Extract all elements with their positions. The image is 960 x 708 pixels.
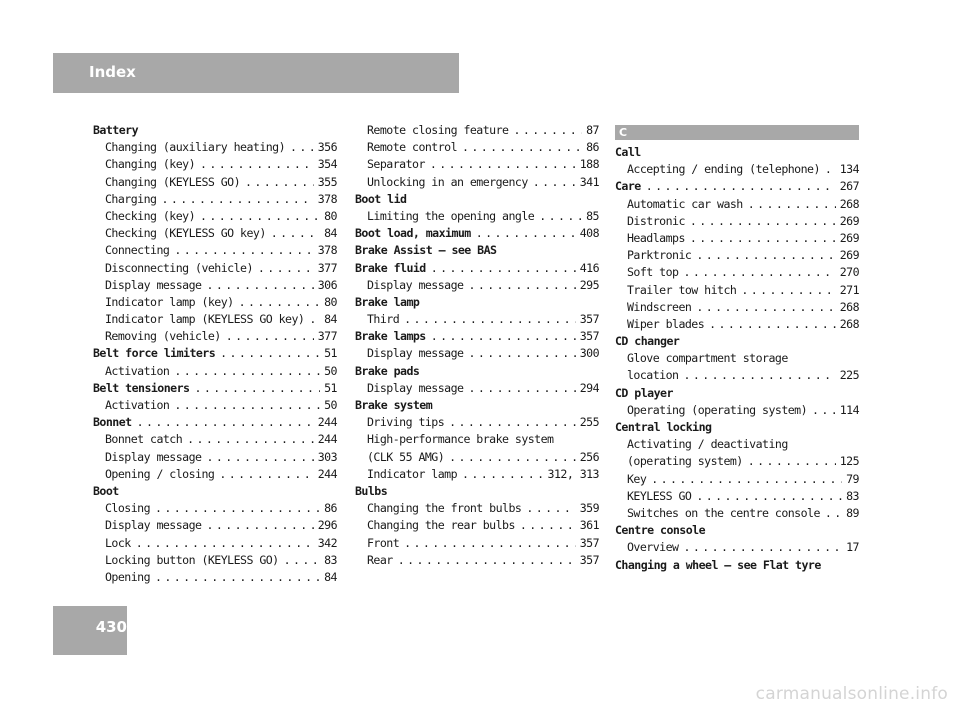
index-entry (355, 449, 599, 466)
entry-page-ref: 269 (839, 248, 859, 263)
index-entry (355, 483, 599, 500)
index-entry (355, 517, 599, 534)
dot-leader (430, 156, 576, 173)
entry-label: Lock (105, 535, 131, 550)
index-entry (355, 397, 599, 414)
entry-page-ref: 50 (324, 363, 337, 378)
dot-leader (309, 311, 320, 328)
entry-page-ref: 87 (586, 123, 599, 137)
entry-page-ref: 357 (579, 552, 599, 567)
entry-label: Changing the rear bulbs (367, 518, 515, 533)
dot-leader (468, 345, 575, 362)
entry-page-ref: 84 (324, 226, 337, 241)
index-entry (355, 260, 599, 277)
dot-leader (284, 552, 321, 569)
entry-page-ref: 296 (317, 518, 337, 533)
dot-leader (468, 380, 575, 397)
entry-page-ref: 134 (839, 162, 859, 177)
entry-label: Display message (105, 449, 202, 464)
dot-leader (690, 213, 836, 230)
entry-label: Brake Assist – see BAS (355, 243, 497, 258)
dot-leader (696, 299, 835, 316)
entry-label: Bulbs (355, 483, 388, 498)
entry-label: Brake pads (355, 363, 420, 378)
dot-leader (825, 161, 836, 178)
entry-page-ref: 408 (579, 226, 599, 241)
entry-page-ref: 341 (579, 174, 599, 189)
entry-label: Care (615, 179, 641, 194)
index-entry (93, 414, 337, 431)
entry-page-ref: 83 (324, 552, 337, 567)
entry-label: Glove compartment storage (627, 351, 788, 366)
entry-page-ref: 377 (317, 329, 337, 344)
entry-page-ref: 89 (846, 505, 859, 520)
entry-page-ref: 85 (586, 208, 599, 223)
entry-page-ref: 244 (317, 415, 337, 430)
entry-page-ref: 300 (579, 346, 599, 361)
dot-leader (200, 208, 320, 225)
entry-label: Belt tensioners (93, 380, 190, 395)
index-entry (355, 363, 599, 380)
index-entry (355, 122, 599, 139)
entry-page-ref: 268 (839, 316, 859, 331)
dot-leader (206, 517, 313, 534)
dot-leader (533, 174, 576, 191)
dot-leader (683, 539, 842, 556)
entry-page-ref: 303 (317, 449, 337, 464)
entry-label: Windscreen (627, 299, 692, 314)
index-entry (93, 431, 337, 448)
entry-label: Brake lamps (355, 329, 426, 344)
entry-page-ref: 80 (324, 294, 337, 309)
dot-leader (271, 225, 320, 242)
dot-leader (187, 431, 314, 448)
entry-label: Connecting (105, 243, 170, 258)
dot-leader (404, 311, 576, 328)
index-entry (93, 363, 337, 380)
index-entry (615, 178, 859, 195)
index-column-2 (355, 122, 599, 569)
entry-label: Activation (105, 363, 170, 378)
dot-leader (449, 414, 576, 431)
entry-label: Remote control (367, 140, 458, 155)
entry-label: Limiting the opening angle (367, 208, 535, 223)
entry-page-ref: 357 (579, 312, 599, 327)
dot-leader (748, 453, 836, 470)
index-entry (93, 277, 337, 294)
section-letter: C (615, 125, 859, 140)
dot-leader (155, 500, 320, 517)
index-column-3 (615, 122, 859, 574)
entry-page-ref: 271 (839, 282, 859, 297)
index-entry (615, 436, 859, 453)
entry-page-ref: 416 (579, 260, 599, 275)
entry-page-ref: 355 (317, 174, 337, 189)
entry-label: Driving tips (367, 415, 445, 430)
dot-leader (290, 139, 314, 156)
entry-label: Activating / deactivating (627, 437, 788, 452)
dot-leader (404, 535, 576, 552)
dot-leader (539, 208, 582, 225)
index-entry (93, 294, 337, 311)
index-entry (355, 380, 599, 397)
entry-page-ref: 294 (579, 380, 599, 395)
index-entry (355, 191, 599, 208)
entry-page-ref: 79 (846, 471, 859, 486)
dot-leader (219, 466, 313, 483)
dot-leader (825, 505, 842, 522)
dot-leader (520, 517, 576, 534)
entry-label: Charging (105, 191, 157, 206)
dot-leader (651, 471, 842, 488)
index-entry (615, 213, 859, 230)
dot-leader (513, 122, 582, 139)
entry-page-ref: 84 (324, 312, 337, 327)
index-entry (93, 191, 337, 208)
dot-leader (174, 363, 320, 380)
entry-label: Accepting / ending (telephone) (627, 162, 820, 177)
index-entry (615, 196, 859, 213)
index-entry (355, 294, 599, 311)
dot-leader (690, 230, 836, 247)
entry-label: High-performance brake system (367, 432, 554, 447)
entry-label: Display message (367, 277, 464, 292)
entry-page-ref: 188 (579, 157, 599, 172)
entry-label: Centre console (615, 523, 706, 538)
entry-page-ref: 268 (839, 299, 859, 314)
index-entry (93, 311, 337, 328)
index-entry (615, 299, 859, 316)
entry-label: Changing the front bulbs (367, 501, 522, 516)
entry-label: Bonnet (93, 415, 132, 430)
entry-page-ref: 359 (579, 501, 599, 516)
index-entry (615, 557, 859, 574)
entry-label: Display message (105, 518, 202, 533)
index-entry (93, 449, 337, 466)
dot-leader (431, 260, 576, 277)
entry-label: Closing (105, 501, 151, 516)
entry-label: Checking (KEYLESS GO key) (105, 226, 266, 241)
dot-leader (468, 277, 575, 294)
dot-leader (462, 466, 544, 483)
index-entry (355, 242, 599, 259)
index-entry (93, 380, 337, 397)
index-entry (355, 466, 599, 483)
dot-leader (449, 449, 576, 466)
index-entry (615, 316, 859, 333)
entry-label: Parktronic (627, 248, 692, 263)
entry-label: Unlocking in an emergency (367, 174, 528, 189)
entry-page-ref: 51 (324, 346, 337, 361)
entry-label: Switches on the centre console (627, 505, 820, 520)
entry-label: Soft top (627, 265, 679, 280)
index-entry (93, 174, 337, 191)
index-entry (355, 208, 599, 225)
entry-label: Indicator lamp (367, 466, 458, 481)
entry-page-ref: 270 (839, 265, 859, 280)
index-entry (93, 517, 337, 534)
index-entry (355, 277, 599, 294)
entry-page-ref: 244 (317, 432, 337, 447)
entry-label: Changing a wheel – see Flat tyre (615, 557, 821, 572)
entry-page-ref: 256 (579, 449, 599, 464)
index-entry (615, 367, 859, 384)
index-entry (355, 552, 599, 569)
entry-label: Checking (key) (105, 208, 196, 223)
index-entry (93, 500, 337, 517)
index-entry (615, 333, 859, 350)
entry-page-ref: 269 (839, 213, 859, 228)
index-entry (615, 453, 859, 470)
entry-label: Disconnecting (vehicle) (105, 260, 253, 275)
index-entry (615, 471, 859, 488)
entry-label: Opening / closing (105, 466, 215, 481)
dot-leader (526, 500, 575, 517)
entry-label: Bonnet catch (105, 432, 183, 447)
index-entry (355, 174, 599, 191)
entry-label: Rear (367, 552, 393, 567)
entry-label: Display message (367, 380, 464, 395)
entry-label: Display message (105, 277, 202, 292)
entry-page-ref: 50 (324, 398, 337, 412)
dot-leader (741, 282, 835, 299)
entry-page-ref: 269 (839, 230, 859, 245)
index-entry (93, 242, 337, 259)
entry-page-ref: 225 (839, 368, 859, 383)
entry-page-ref: 86 (586, 140, 599, 155)
index-entry (615, 230, 859, 247)
entry-page-ref: 267 (839, 179, 859, 194)
dot-leader (646, 178, 836, 195)
index-entry (615, 539, 859, 556)
entry-label: (CLK 55 AMG) (367, 449, 445, 464)
index-entry (93, 552, 337, 569)
dot-leader (161, 191, 313, 208)
dot-leader (174, 242, 313, 259)
index-entry (615, 522, 859, 539)
index-entry (355, 345, 599, 362)
dot-leader (174, 397, 320, 414)
index-entry (615, 419, 859, 436)
entry-page-ref: 378 (317, 191, 337, 206)
index-entry (355, 535, 599, 552)
dot-leader (206, 449, 313, 466)
index-entry (615, 144, 859, 161)
page-number-box (53, 606, 127, 655)
entry-label: Indicator lamp (KEYLESS GO key) (105, 312, 305, 327)
dot-leader (220, 345, 320, 362)
entry-page-ref: 244 (317, 466, 337, 481)
entry-page-ref: 306 (317, 277, 337, 292)
entry-label: Activation (105, 398, 170, 412)
index-entry (615, 282, 859, 299)
entry-page-ref: 295 (579, 277, 599, 292)
entry-label: Belt force limiters (93, 346, 216, 361)
entry-label: Indicator lamp (key) (105, 294, 234, 309)
index-entry (93, 466, 337, 483)
entry-label: Battery (93, 123, 139, 137)
entry-label: Wiper blades (627, 316, 705, 331)
entry-label: Remote closing feature (367, 123, 509, 137)
entry-label: Front (367, 535, 400, 550)
entry-label: location (627, 368, 679, 383)
index-entry (93, 345, 337, 362)
index-entry (615, 385, 859, 402)
entry-label: Headlamps (627, 230, 685, 245)
index-column-1 (93, 122, 337, 586)
index-entry (615, 247, 859, 264)
entry-label: Removing (vehicle) (105, 329, 221, 344)
entry-label: CD player (615, 385, 673, 400)
index-entry (93, 225, 337, 242)
header-bar (53, 53, 459, 93)
entry-label: Locking button (KEYLESS GO) (105, 552, 279, 567)
entry-label: Brake fluid (355, 260, 426, 275)
index-entry (355, 156, 599, 173)
dot-leader (137, 414, 314, 431)
entry-label: Boot (93, 483, 119, 498)
index-entry (615, 264, 859, 281)
entry-page-ref: 356 (317, 140, 337, 155)
entry-page-ref: 80 (324, 208, 337, 223)
watermark: carmanualsonline.info (755, 684, 948, 704)
dot-leader (258, 260, 314, 277)
index-entry (93, 156, 337, 173)
dot-leader (476, 225, 576, 242)
page-number: 430 (95, 618, 127, 636)
index-entry (355, 414, 599, 431)
index-entry (93, 260, 337, 277)
entry-page-ref: 342 (317, 535, 337, 550)
entry-page-ref: 114 (839, 402, 859, 417)
entry-page-ref: 377 (317, 260, 337, 275)
index-entry (355, 431, 599, 448)
entry-page-ref: 357 (579, 329, 599, 344)
index-entry (93, 122, 337, 139)
entry-page-ref: 312, 313 (547, 466, 599, 481)
entry-label: Central locking (615, 420, 712, 434)
dot-leader (696, 488, 842, 505)
dot-leader (398, 552, 576, 569)
dot-leader (194, 380, 320, 397)
index-entry (615, 350, 859, 367)
entry-label: Trailer tow hitch (627, 282, 737, 297)
entry-label: Opening (105, 569, 151, 584)
entry-label: Changing (auxiliary heating) (105, 140, 286, 155)
index-entry (93, 535, 337, 552)
dot-leader (226, 328, 314, 345)
entry-page-ref: 17 (846, 540, 859, 555)
dot-leader (683, 264, 835, 281)
entry-page-ref: 84 (324, 569, 337, 584)
index-entry (93, 483, 337, 500)
entry-label: KEYLESS GO (627, 488, 692, 503)
entry-label: Changing (KEYLESS GO) (105, 174, 241, 189)
entry-label: Third (367, 312, 400, 327)
dot-leader (683, 367, 835, 384)
index-entry (93, 328, 337, 345)
index-entry (615, 488, 859, 505)
entry-label: Call (615, 145, 641, 159)
entry-label: Distronic (627, 213, 685, 228)
dot-leader (431, 328, 576, 345)
entry-page-ref: 268 (839, 196, 859, 211)
entry-page-ref: 125 (839, 454, 859, 469)
index-entry (615, 161, 859, 178)
entry-page-ref: 86 (324, 501, 337, 516)
index-entry (93, 569, 337, 586)
index-entry (615, 402, 859, 419)
entry-label: Operating (operating system) (627, 402, 808, 417)
dot-leader (239, 294, 321, 311)
entry-label: Brake lamp (355, 294, 420, 309)
index-entry (615, 505, 859, 522)
entry-label: Separator (367, 157, 425, 172)
entry-page-ref: 354 (317, 157, 337, 172)
index-entry (355, 328, 599, 345)
entry-page-ref: 51 (324, 380, 337, 395)
entry-page-ref: 378 (317, 243, 337, 258)
dot-leader (136, 535, 314, 552)
dot-leader (696, 247, 835, 264)
dot-leader (462, 139, 582, 156)
dot-leader (748, 196, 836, 213)
dot-leader (155, 569, 320, 586)
entry-label: Key (627, 471, 647, 486)
entry-page-ref: 83 (846, 488, 859, 503)
index-entry (93, 139, 337, 156)
page-title: Index (89, 63, 136, 81)
index-entry (355, 311, 599, 328)
entry-page-ref: 361 (579, 518, 599, 533)
entry-label: Automatic car wash (627, 196, 743, 211)
entry-page-ref: 255 (579, 415, 599, 430)
index-entry (355, 500, 599, 517)
entry-label: (operating system) (627, 454, 743, 469)
index-entry (355, 225, 599, 242)
entry-page-ref: 357 (579, 535, 599, 550)
index-entry (93, 397, 337, 414)
entry-label: Boot load, maximum (355, 226, 471, 241)
entry-label: Boot lid (355, 191, 407, 206)
entry-label: Overview (627, 540, 679, 555)
dot-leader (709, 316, 836, 333)
entry-label: Changing (key) (105, 157, 196, 172)
entry-label: Display message (367, 346, 464, 361)
entry-label: CD changer (615, 334, 680, 349)
dot-leader (206, 277, 313, 294)
index-entry (93, 208, 337, 225)
index-entry (355, 139, 599, 156)
entry-label: Brake system (355, 398, 433, 412)
dot-leader (200, 156, 314, 173)
dot-leader (245, 174, 314, 191)
dot-leader (812, 402, 836, 419)
